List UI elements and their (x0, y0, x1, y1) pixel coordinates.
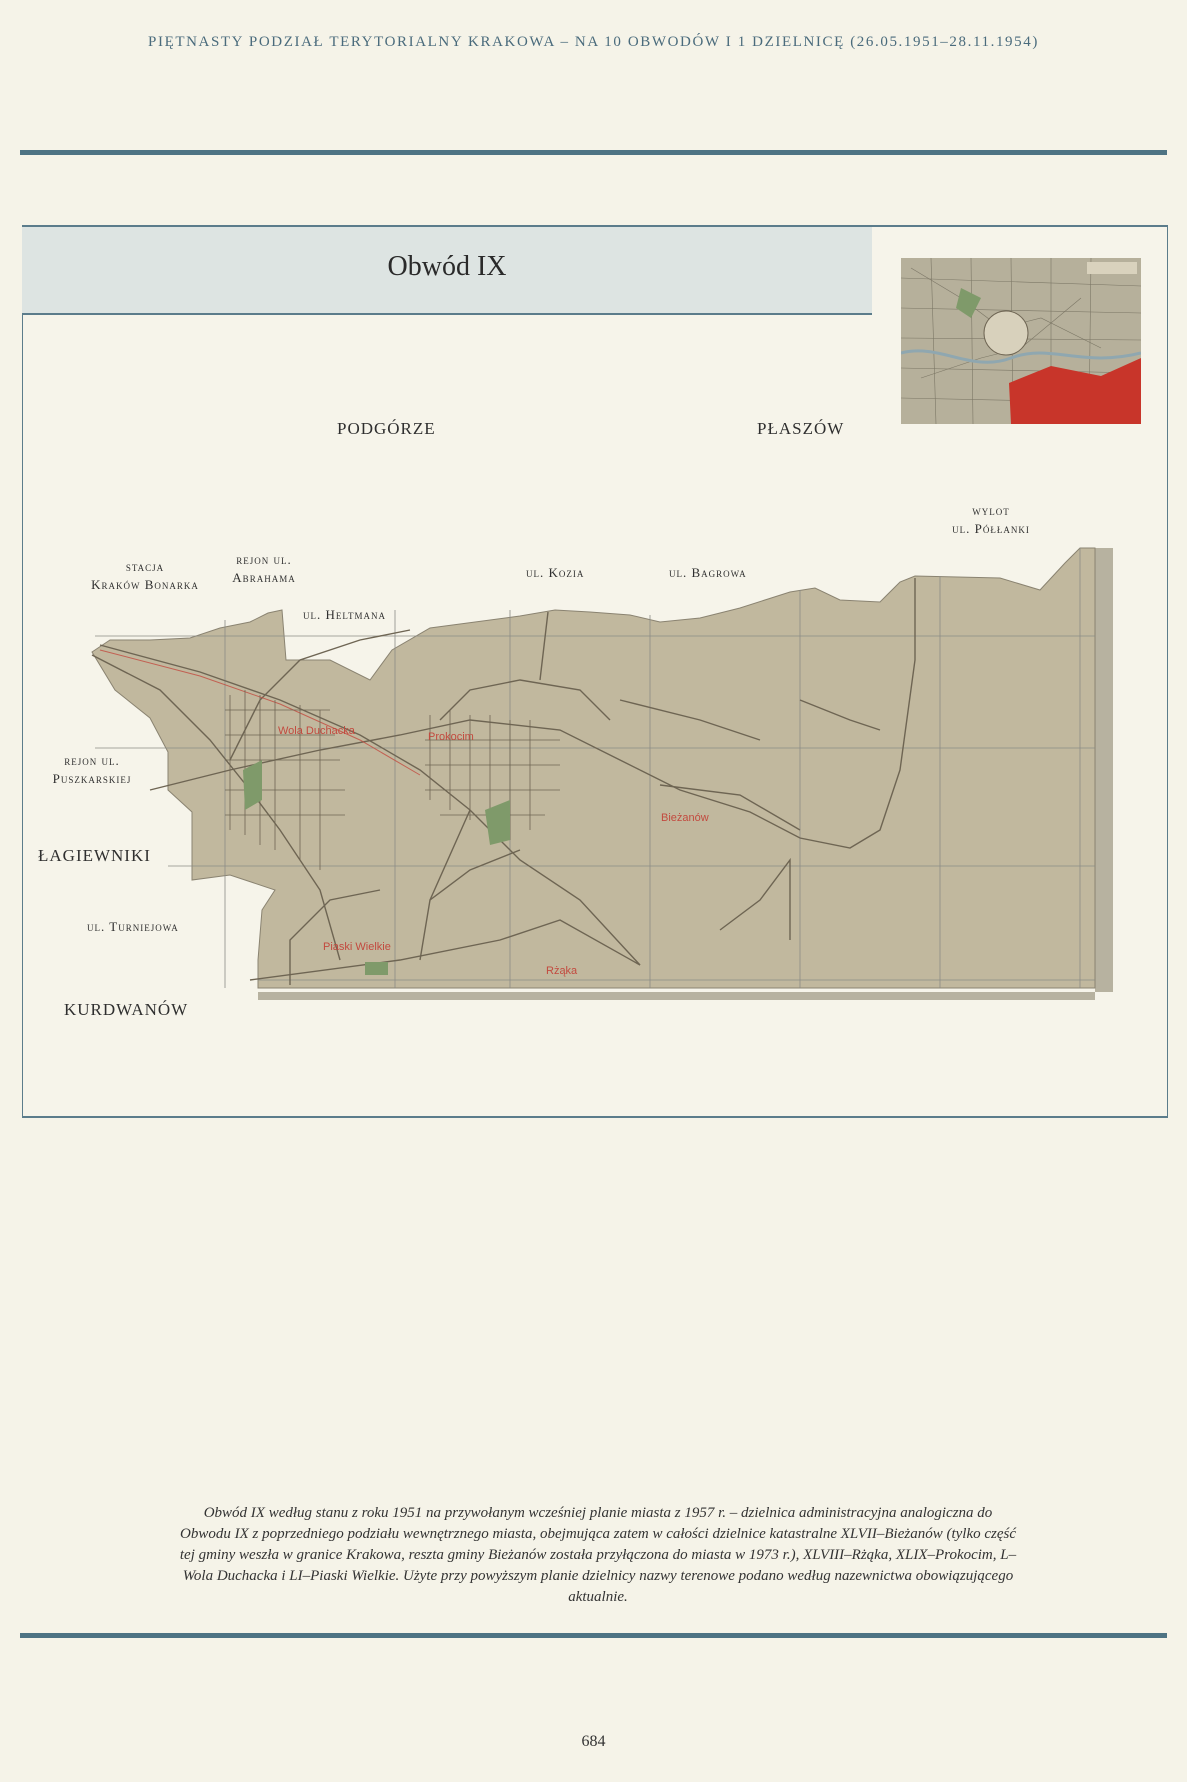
map-label-prokocim: Prokocim (428, 731, 474, 743)
page-number: 684 (581, 1733, 606, 1750)
place-stacja-line2: Kraków Bonarka (91, 577, 199, 592)
running-head: PIĘTNASTY PODZIAŁ TERYTORIALNY KRAKOWA – NA 10 OBWODÓW I 1 DZIELNICĘ (26.05.1951–28.11.1954) (148, 34, 1039, 50)
place-rejon-puszkarskiej (32, 752, 152, 788)
district-area (92, 548, 1095, 988)
place-ul-heltmana: ul. Heltmana (303, 607, 387, 622)
place-ul-turniejowa: ul. Turniejowa (87, 919, 179, 934)
place-lagiewniki: ŁAGIEWNIKI (38, 846, 151, 865)
map-label-piaski-wielkie: Piaski Wielkie (323, 941, 391, 953)
place-ul-kozia: ul. Kozia (526, 565, 585, 580)
place-ul-bagrowa: ul. Bagrowa (669, 565, 747, 580)
place-rejon-abrahama-line1: rejon ul. (236, 552, 292, 567)
place-stacja-line1: stacja (125, 559, 165, 574)
place-rejon-puszkarskiej-line1: rejon ul. (64, 753, 120, 768)
place-kurdwanow: KURDWANÓW (64, 1000, 189, 1019)
bottom-rule (20, 1633, 1167, 1638)
map-label-wola-duchacka: Wola Duchacka (278, 725, 355, 737)
map-label-biezanow: Bieżanów (661, 812, 709, 824)
place-plaszow: PŁASZÓW (757, 419, 845, 438)
place-rejon-abrahama (214, 551, 314, 587)
place-wylot-line1: wylot (972, 503, 1010, 518)
map-title: Obwód IX (387, 251, 507, 282)
place-stacja-bonarka (70, 558, 220, 594)
map-label-rzaka: Rżąka (546, 965, 578, 977)
place-rejon-puszkarskiej-line2: Puszkarskiej (52, 771, 132, 786)
place-rejon-abrahama-line2: Abrahama (232, 570, 296, 585)
place-wylot-line2: ul. Półłanki (952, 521, 1030, 536)
map-caption: Obwód IX według stanu z roku 1951 na przywołanym wcześniej planie miasta z 1957 r. – dzielnica administracyjna analogiczna do Obwodu IX z poprzedniego podziału wewnętrznego miasta, obejmująca zatem w całości dzielnice katastralne XLVII–Bieżanów (tylko część tej gminy weszła w granice Krakowa, reszta gminy Bieżanów została przyłączona do miasta w 1973 r.), XLVIII–Rżąka, XLIX–Prokocim, L–Wola Duchacka i LI–Piaski Wielkie. Użyte przy powyższym planie dzielnicy nazwy terenowe podano według nazewnictwa obowiązującego aktualnie. (179, 1505, 1017, 1605)
place-podgorze: PODGÓRZE (337, 419, 436, 438)
place-wylot-polanki (916, 502, 1066, 538)
